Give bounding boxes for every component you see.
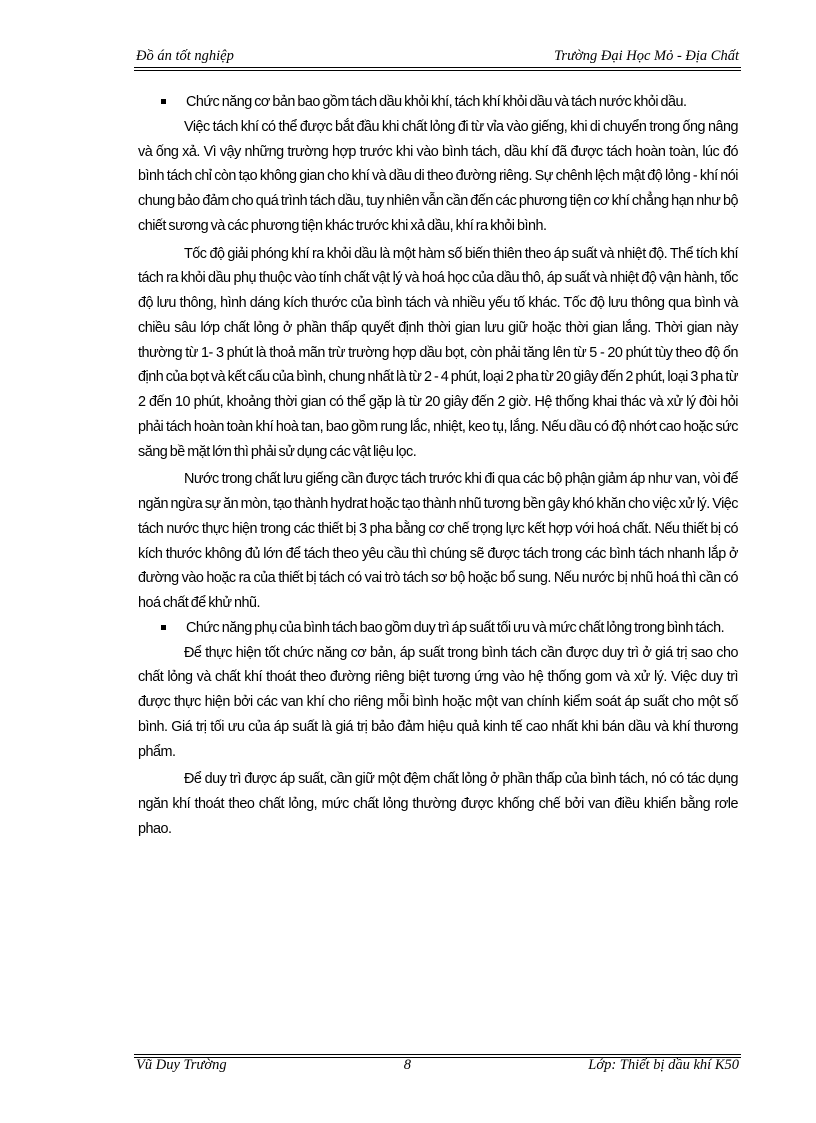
paragraph-gas-release-rate: Tốc độ giải phóng khí ra khỏi dầu là một hàm số biến thiên theo áp suất và nhiệt độ. Thể tích khí tách ra khỏi dầu phụ thuộc vào tính chất vật lý và hoá học của dầu thô, áp suất và nhiệt độ vận hành, tốc độ lưu thông, hình dáng kích thước của bình tách và nhiều yếu tố khác. Tốc độ lưu thông qua bình và chiều sâu lớp chất lỏng ở phần thấp quyết định thời gian lưu giữ hoặc thời gian lắng. Thời gian này thường từ 1- 3 phút là thoả mãn trừ trường hợp dầu bọt, còn phải tăng lên từ 5 - 20 phút tùy theo độ ổn định của bọt và kết cấu của bình, chung nhất là từ 2 - 4 phút, loại 2 pha từ 20 giây đến 2 phút, loại 3 pha từ 2 đến 10 phút, khoảng thời gian có thể gặp là từ 20 giây đến 2 giờ. Hệ thống khai thác và xử lý đòi hỏi phải tách hoàn toàn khí hoà tan, bao gồm rung lắc, nhiệt, keo tụ, lắng. Nếu dầu có độ nhớt cao hoặc sức săng bề mặt lớn thì phải sử dụng các vật liệu lọc. xyxy=(138,245,738,460)
header-left-title: Đồ án tốt nghiệp xyxy=(136,48,234,64)
square-bullet-icon xyxy=(161,99,166,104)
footer-class: Lớp: Thiết bị dầu khí K50 xyxy=(588,1057,739,1073)
page-header xyxy=(136,48,739,65)
header-right-title: Trường Đại Học Mỏ - Địa Chất xyxy=(554,48,739,64)
document-body xyxy=(138,90,738,842)
bullet-paragraph-main-function xyxy=(138,90,738,115)
header-rule-thin xyxy=(134,70,741,71)
footer-rule-thin xyxy=(134,1054,741,1055)
square-bullet-icon xyxy=(161,625,166,630)
paragraph-water-separation: Nước trong chất lưu giếng cần được tách trước khi đi qua các bộ phận giảm áp như van, vòi để ngăn ngừa sự ăn mòn, tạo thành hydrat hoặc tạo thành nhũ tương bền gây khó khăn cho việc xử lý. Việc tách nước thực hiện trong các thiết bị 3 pha bằng cơ chế trọng lực kết hợp với hoá chất. Nếu thiết bị có kích thước không đủ lớn để tách theo yêu cầu thì chúng sẽ được tách trong các bình tách nhanh lắp ở đường vào hoặc ra của thiết bị tách có vai trò tách sơ bộ hoặc bổ sung. Nếu nước bị nhũ hoá thì cần có hoá chất để khử nhũ. xyxy=(138,471,738,611)
bullet-paragraph-secondary-function xyxy=(138,616,738,641)
page-footer xyxy=(136,1057,739,1074)
paragraph-liquid-level: Để duy trì được áp suất, cần giữ một đệm chất lỏng ở phần thấp của bình tách, nó có tác dụng ngăn khí thoát theo chất lỏng, mức chất lỏng thường được khống chế bởi van điều khiển bằng rơle phao. xyxy=(138,771,738,837)
paragraph-pressure-maintenance: Để thực hiện tốt chức năng cơ bản, áp suất trong bình tách cần được duy trì ở giá trị sao cho chất lỏng và chất khí thoát theo đường riêng biệt tương ứng vào hệ thống gom và xử lý. Việc duy trì được thực hiện bởi các van khí cho riêng mỗi bình hoặc một van chính kiểm soát áp suất cho một số bình. Giá trị tối ưu của áp suất là giá trị bảo đảm hiệu quả kinh tế cao nhất khi bán dầu và khí thương phẩm. xyxy=(138,644,738,760)
bullet-text: Chức năng cơ bản bao gồm tách dầu khỏi khí, tách khí khỏi dầu và tách nước khỏi dầu. xyxy=(186,94,687,110)
page-number: 8 xyxy=(403,1057,412,1073)
footer-author: Vũ Duy Trường xyxy=(136,1057,227,1073)
header-rule-thick xyxy=(134,67,741,68)
bullet-text: Chức năng phụ của bình tách bao gồm duy trì áp suất tối ưu và mức chất lỏng trong bình tách. xyxy=(186,619,725,636)
paragraph-gas-separation: Việc tách khí có thể được bắt đầu khi chất lỏng đi từ vỉa vào giếng, khi di chuyển trong ống nâng và ống xả. Vì vậy những trường hợp trước khi vào bình tách, dầu khí đã được tách hoàn toàn, lúc đó bình tách chỉ còn tạo không gian cho khí và dầu di theo đường riêng. Sự chênh lệch mật độ lỏng - khí nói chung bảo đảm cho quá trình tách dầu, tuy nhiên vẫn cần đến các phương tiện cơ khí chẳng hạn như bộ chiết sương và các phương tiện khác trước khi xả dầu, khí ra khỏi bình. xyxy=(138,118,738,234)
